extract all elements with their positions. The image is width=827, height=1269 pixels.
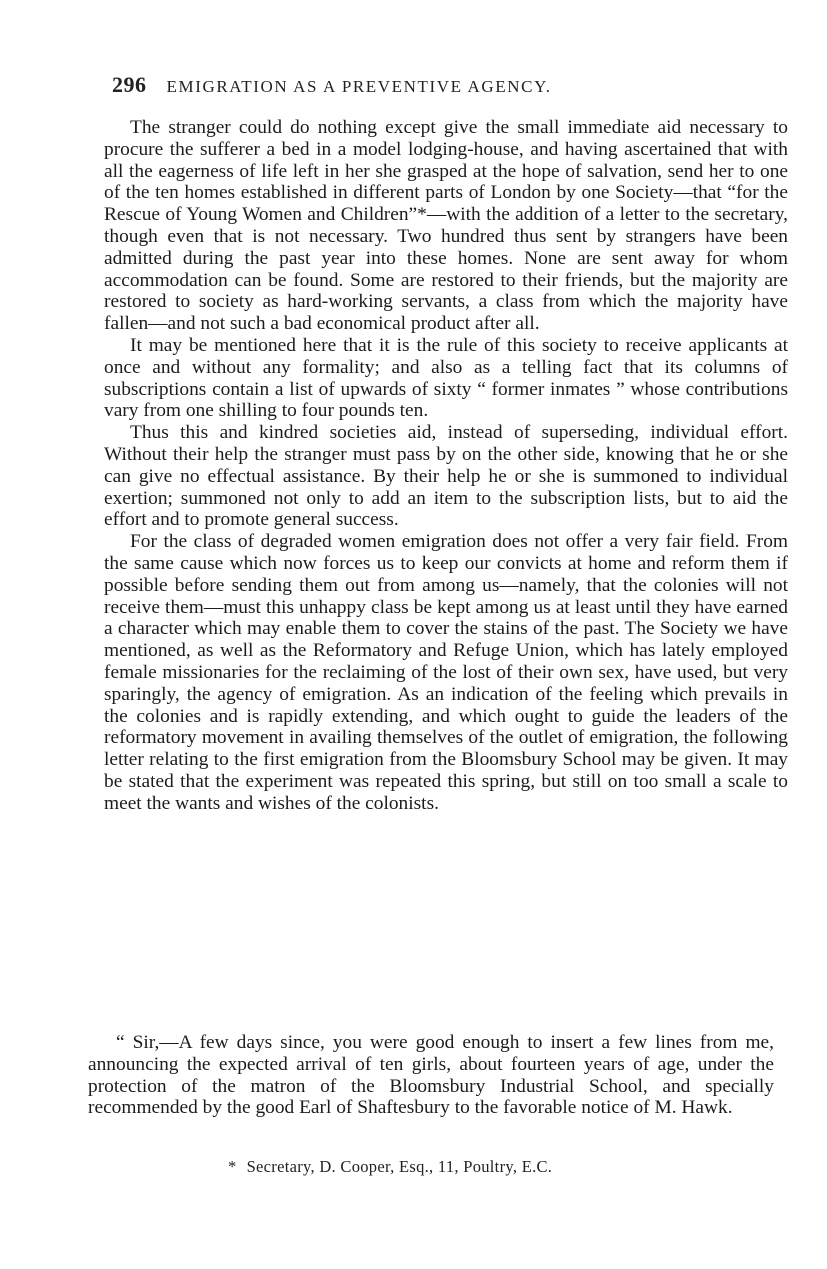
paragraph-emigration: For the class of degraded women emigration does not offer a very fair field. From the same cause which now forces us to keep our convicts at home and reform them if possible before sending them out from among us—namely, that the colonies will not receive them—must this unhappy class be kept among us at least until they have earned a character which may enable them to cover the stains of the past. The Society we have mentioned, as well as the Reformatory and Refuge Union, which has lately employed female missionaries for the reclaiming of the lost of their own sex, have used, but very sparingly, the agency of emigration. As an indication of the feeling which prevails in the colonies and is rapidly extending, and which ought to guide the leaders of the reformatory movement in availing themselves of the outlet of emigration, the following letter relating to the first emigration from the Bloomsbury School may be given. It may be stated that the experiment was repeated this spring, but still on too small a scale to meet the wants and wishes of the colonists.: [104, 531, 788, 814]
footnote: [228, 1157, 788, 1177]
page-header: [112, 72, 792, 102]
page-number: 296: [112, 72, 147, 97]
paragraph-society-rule: It may be mentioned here that it is the rule of this society to receive applicants at once and without any formality; and also as a telling fact that its columns of subscriptions contain a list of upwards of sixty “ former inmates ” whose contributions vary from one shilling to four pounds ten.: [104, 334, 788, 422]
paragraph-kindred-societies: Thus this and kindred societies aid, instead of superseding, individual effort. Without their help the stranger must pass by on the other side, knowing that he or she can give no effectual assistance. By their help he or she is summoned to individual exertion; summoned not only to add an item to the subscription lists, but to aid the effort and to promote general success.: [104, 422, 788, 531]
running-title: EMIGRATION AS A PREVENTIVE AGENCY.: [166, 77, 552, 96]
footnote-text: Secretary, D. Cooper, Esq., 11, Poultry, E.C.: [246, 1157, 553, 1176]
letter-paragraph: “ Sir,—A few days since, you were good enough to insert a few lines from me, announcing the expected arrival of ten girls, about fourteen years of age, under the protection of the matron of the Bloomsbury Industrial School, and specially recommended by the good Earl of Shaftesbury to the favorable notice of M. Hawk.: [88, 1032, 774, 1119]
quoted-letter: [88, 1032, 774, 1119]
footnote-marker: *: [228, 1157, 237, 1176]
paragraph-stranger: The stranger could do nothing except give the small immediate aid necessary to procure the sufferer a bed in a model lodging-house, and having ascertained that with all the eagerness of life left in her she grasped at the hope of salvation, send her to one of the ten homes established in different parts of London by one Society—that “for the Rescue of Young Women and Children”*—with the addition of a letter to the secretary, though even that is not necessary. Two hundred thus sent by strangers have been admitted during the past year into these homes. None are sent away for whom accommodation can be found. Some are restored to their friends, but the majority are restored to society as hard-working servants, a class from which the majority have fallen—and not such a bad economical product after all.: [104, 117, 788, 335]
main-text: [104, 117, 788, 815]
